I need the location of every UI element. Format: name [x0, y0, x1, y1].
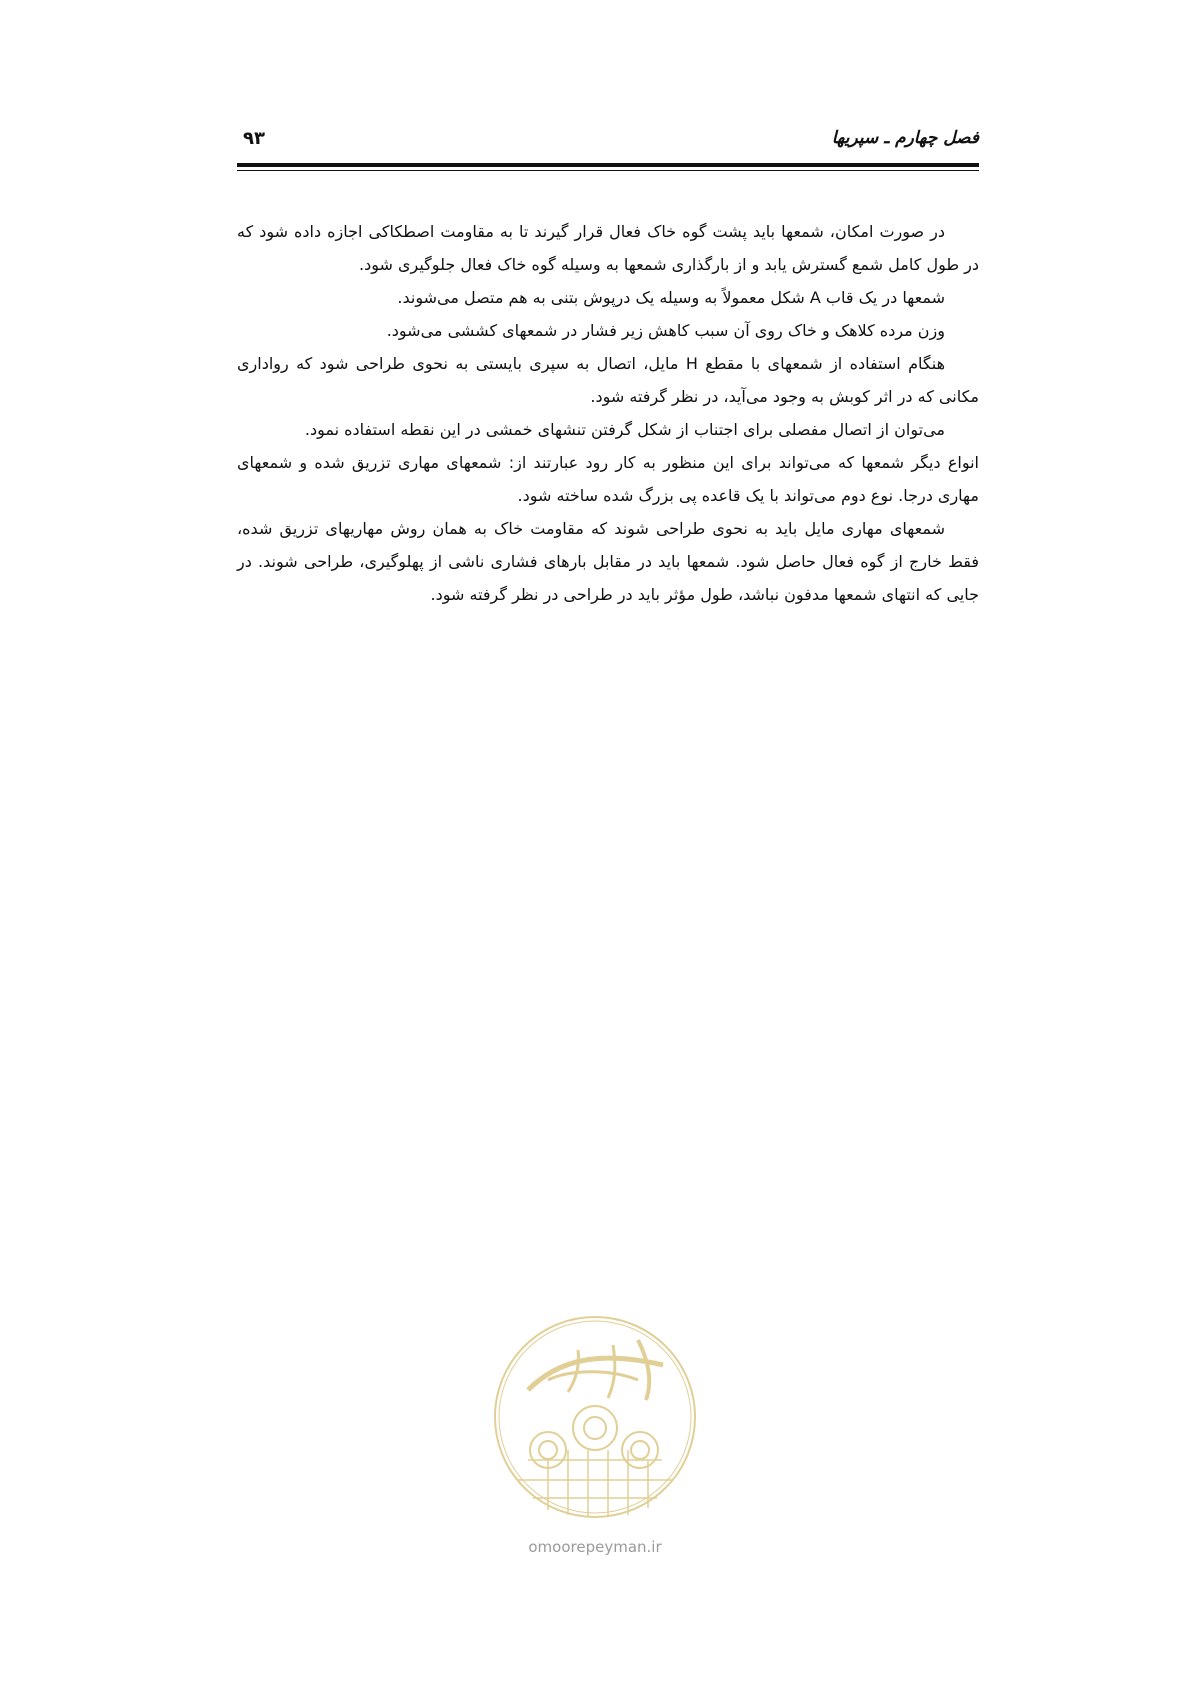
paragraph-4: هنگام استفاده از شمعهای با مقطع H مایل، اتصال به سپری بایستی به نحوی طراحی شود که رواداری مکانی که در اثر کوبش به وجود می‌آید، در نظر گرفته شود. [237, 354, 979, 406]
page-number: ۹۳ [243, 128, 265, 149]
chapter-title: فصل چهارم ـ سپریها [831, 128, 979, 148]
watermark-logo-icon [488, 1310, 702, 1524]
paragraph-6: انواع دیگر شمعها که می‌تواند برای این منظور به کار رود عبارتند از: شمعهای مهاری تزریق شده و شمعهای مهاری درجا. نوع دوم می‌تواند با یک قاعده پی بزرگ شده ساخته شود. [237, 453, 979, 505]
paragraph-1: در صورت امکان، شمعها باید پشت گوه خاک فعال قرار گیرند تا به مقاومت اصطکاکی اجازه داده شود که در طول کامل شمع گسترش یابد و از بارگذاری شمعها به وسیله گوه خاک فعال جلوگیری شود. [237, 222, 979, 274]
paragraph-3: وزن مرده کلاهک و خاک روی آن سبب کاهش زیر فشار در شمعهای کششی می‌شود. [386, 321, 945, 340]
paragraph-2: شمعها در یک قاب A شکل معمولاً به وسیله یک درپوش بتنی به هم متصل می‌شوند. [397, 288, 945, 307]
paragraph-7: شمعهای مهاری مایل باید به نحوی طراحی شوند که مقاومت خاک به همان روش مهاریهای تزریق شده، فقط خارج از گوه فعال حاصل شود. شمعها باید در مقابل بارهای فشاری ناشی از پهلوگیری، طراحی شوند. در جایی که انتهای شمعها مدفون نباشد، طول مؤثر باید در طراحی در نظر گرفته شود. [237, 519, 979, 604]
body-text [237, 215, 979, 611]
paragraph-5: می‌توان از اتصال مفصلی برای اجتناب از شکل گرفتن تنشهای خمشی در این نقطه استفاده نمود. [304, 420, 945, 439]
header-rule-thin [237, 170, 979, 171]
watermark-url: omoorepeyman.ir [528, 1538, 662, 1556]
header-rule-thick [237, 163, 979, 167]
page-header [237, 128, 979, 154]
